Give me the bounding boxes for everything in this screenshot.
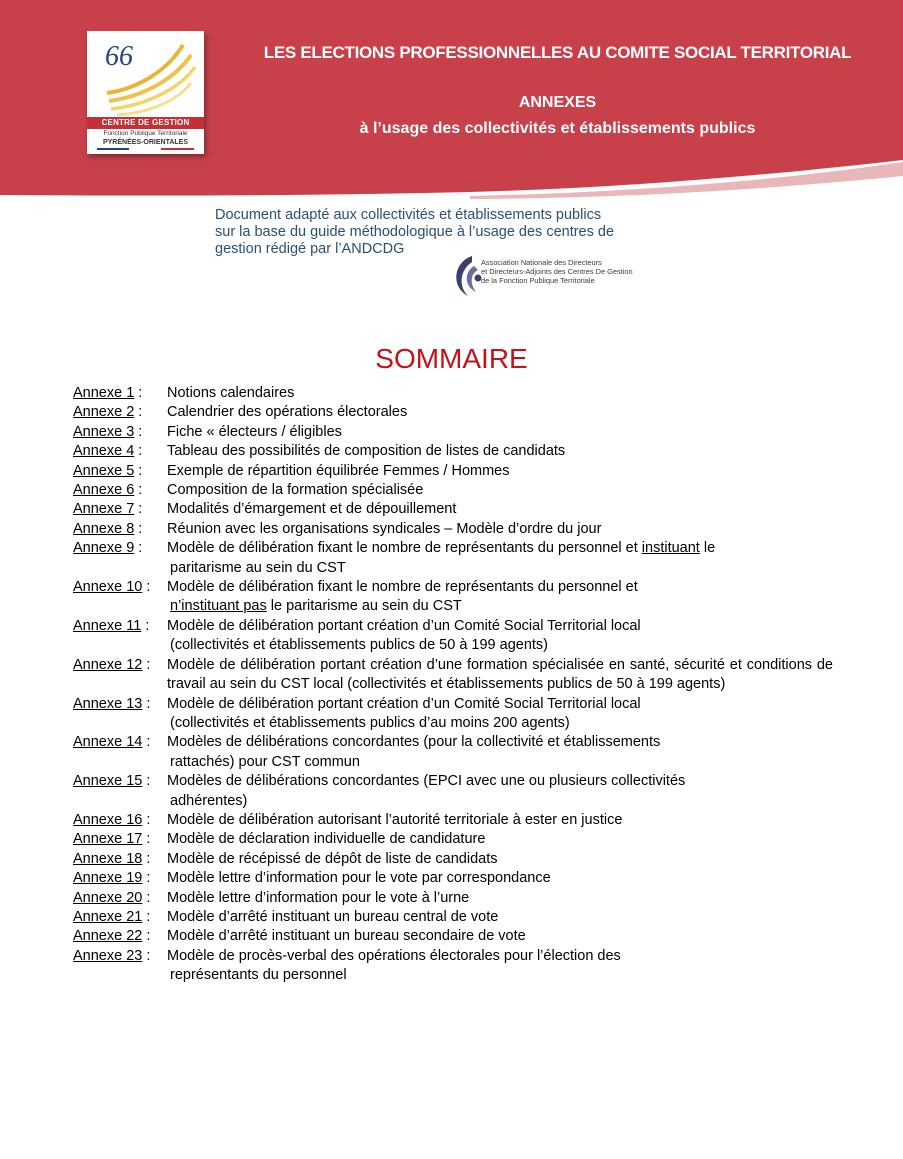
list-item <box>73 617 833 656</box>
label-separator: : <box>142 695 151 712</box>
annexe-link[interactable]: Annexe 13 <box>73 695 143 712</box>
list-item <box>73 695 833 734</box>
list-item <box>73 481 833 500</box>
annexe-link[interactable]: Annexe 23 <box>73 947 143 964</box>
annexe-description: Modèle de délibération portant création d’un Comité Social Territorial local <box>167 695 641 712</box>
annexe-description: Calendrier des opérations électorales <box>167 404 408 421</box>
annexe-description: Composition de la formation spécialisée <box>167 482 424 499</box>
annexe-description: Modalités d’émargement et de dépouillement <box>167 501 457 518</box>
list-item <box>73 811 833 830</box>
andcdg-line: Association Nationale des Directeurs <box>481 258 602 267</box>
label-separator: : <box>142 811 151 828</box>
intro-paragraph <box>215 207 614 258</box>
annexe-link[interactable]: Annexe 7 <box>73 501 135 518</box>
list-item <box>73 889 833 908</box>
list-item <box>73 772 833 811</box>
annexe-link[interactable]: Annexe 6 <box>73 482 135 499</box>
list-item <box>73 500 833 519</box>
annexe-description-continuation: rattachés) pour CST commun <box>170 753 360 770</box>
annexe-emphasis: instituant <box>641 540 700 557</box>
label-separator: : <box>142 928 151 945</box>
annexe-description-continuation <box>167 597 833 616</box>
list-item <box>73 539 833 578</box>
logo-fonction-publique: Fonction Publique Territoriale <box>103 130 188 137</box>
label-separator: : <box>142 850 151 867</box>
list-item <box>73 908 833 927</box>
annexe-description-continuation: (collectivités et établissements publics de 50 à 199 agents) <box>170 637 549 654</box>
annexe-description: Modèle de procès-verbal des opérations électorales pour l’élection des <box>167 947 621 964</box>
label-separator: : <box>142 579 151 596</box>
annexe-description: Fiche « électeurs / éligibles <box>167 423 342 440</box>
annexe-description: Modèle d’arrêté instituant un bureau central de vote <box>167 908 499 925</box>
list-item <box>73 520 833 539</box>
list-item <box>73 830 833 849</box>
label-separator: : <box>134 404 143 421</box>
annexe-link[interactable]: Annexe 18 <box>73 850 143 867</box>
sommaire-heading: SOMMAIRE <box>375 343 528 374</box>
annexe-emphasis: n’instituant pas <box>170 598 267 615</box>
label-separator: : <box>142 831 151 848</box>
intro-line: Document adapté aux collectivités et établissements publics <box>215 207 602 223</box>
annexe-link[interactable]: Annexe 21 <box>73 908 143 925</box>
label-separator: : <box>134 482 143 499</box>
intro-line: gestion rédigé par l’ANDCDG <box>215 241 405 257</box>
logo-centre-de-gestion: CENTRE DE GESTION <box>87 117 204 129</box>
annexe-description: Modèle de récépissé de dépôt de liste de candidats <box>167 850 498 867</box>
label-separator: : <box>142 734 151 751</box>
list-item <box>73 442 833 461</box>
annexe-link[interactable]: Annexe 8 <box>73 520 135 537</box>
list-item <box>73 403 833 422</box>
annexe-description: Modèle de délibération fixant le nombre de représentants du personnel et <box>167 579 638 596</box>
label-separator: : <box>134 385 143 401</box>
annexe-link[interactable]: Annexe 11 <box>73 617 142 634</box>
annexe-link[interactable]: Annexe 16 <box>73 811 143 828</box>
annexe-description-continuation: paritarisme au sein du CST <box>170 559 346 576</box>
list-item <box>73 656 833 695</box>
annexe-description-continuation: (collectivités et établissements publics d’au moins 200 agents) <box>170 714 570 731</box>
label-separator: : <box>134 462 143 479</box>
annexe-description-continuation: adhérentes) <box>170 792 248 809</box>
list-item <box>73 869 833 888</box>
annexe-description: Notions calendaires <box>167 385 295 401</box>
label-separator: : <box>134 423 143 440</box>
label-separator: : <box>134 443 143 460</box>
annexe-link[interactable]: Annexe 17 <box>73 831 143 848</box>
annexe-link[interactable]: Annexe 9 <box>73 540 135 557</box>
label-separator: : <box>141 617 150 634</box>
annexe-link[interactable]: Annexe 22 <box>73 928 143 945</box>
annexe-description: Modèle de délibération portant création d’un Comité Social Territorial local <box>167 617 641 634</box>
label-separator: : <box>142 908 151 925</box>
andcdg-line: et Directeurs-Adjoints des Centres De Gestion <box>481 267 633 276</box>
list-item <box>73 947 833 986</box>
header-band <box>0 0 903 200</box>
logo-tricolor-bar <box>97 148 194 150</box>
label-separator: : <box>142 870 151 887</box>
annexe-link[interactable]: Annexe 20 <box>73 889 143 906</box>
label-separator: : <box>142 947 151 964</box>
list-item <box>73 423 833 442</box>
annexe-description: Modèle de délibération portant création d’une formation spécialisée en santé, sécurité et conditions de travail au sein du CST local (collectivités et établissements publics de 50 à 199 agents) <box>167 656 833 693</box>
list-item <box>73 927 833 946</box>
annexe-description: Réunion avec les organisations syndicales – Modèle d’ordre du jour <box>167 520 602 537</box>
annexe-description: Tableau des possibilités de composition de listes de candidats <box>167 443 566 460</box>
annexe-description: Exemple de répartition équilibrée Femmes / Hommes <box>167 462 510 479</box>
annexe-link[interactable]: Annexe 5 <box>73 462 135 479</box>
label-separator: : <box>134 501 143 518</box>
cdg66-logo <box>87 31 204 154</box>
label-separator: : <box>134 520 143 537</box>
andcdg-logo-text <box>481 258 633 285</box>
annexe-link[interactable]: Annexe 19 <box>73 870 143 887</box>
label-separator: : <box>134 540 143 557</box>
sommaire-list <box>73 384 833 986</box>
annexe-description: Modèles de délibérations concordantes (EPCI avec une ou plusieurs collectivités <box>167 773 686 790</box>
annexe-description: Modèles de délibérations concordantes (pour la collectivité et établissements <box>167 734 661 751</box>
annexe-link[interactable]: Annexe 10 <box>73 579 143 596</box>
annexe-description: Modèle de déclaration individuelle de candidature <box>167 831 486 848</box>
annexe-link[interactable]: Annexe 4 <box>73 443 135 460</box>
annexe-link[interactable]: Annexe 1 <box>73 385 135 401</box>
annexe-link[interactable]: Annexe 3 <box>73 423 135 440</box>
annexe-description: Modèle lettre d’information pour le vote à l’urne <box>167 889 470 906</box>
document-subtitle-annexes: ANNEXES <box>518 94 597 111</box>
annexe-description: Modèle lettre d’information pour le vote par correspondance <box>167 870 551 887</box>
annexe-description: le paritarisme au sein du CST <box>266 598 462 615</box>
annexe-description-continuation: représentants du personnel <box>170 967 347 984</box>
logo-pyrenees-orientales: PYRÉNÉES-ORIENTALES <box>102 139 189 146</box>
logo-number: 66 <box>105 41 133 72</box>
annexe-link[interactable]: Annexe 15 <box>73 773 143 790</box>
annexe-description: Modèle de délibération fixant le nombre de représentants du personnel et <box>167 540 642 557</box>
cdg66-logo-mark <box>87 31 204 121</box>
annexe-link[interactable]: Annexe 14 <box>73 734 143 751</box>
label-separator: : <box>142 889 151 906</box>
list-item <box>73 384 833 403</box>
list-item <box>73 462 833 481</box>
label-separator: : <box>142 656 151 673</box>
label-separator: : <box>142 773 151 790</box>
annexe-description: le <box>699 540 716 557</box>
annexe-link[interactable]: Annexe 2 <box>73 404 135 421</box>
intro-line: sur la base du guide méthodologique à l’usage des centres de <box>215 224 615 240</box>
annexe-description: Modèle de délibération autorisant l’autorité territoriale à ester en justice <box>167 811 623 828</box>
annexe-description: Modèle d’arrêté instituant un bureau secondaire de vote <box>167 928 526 945</box>
list-item <box>73 578 833 617</box>
list-item <box>73 733 833 772</box>
document-subtitle-usage: à l’usage des collectivités et établissements publics <box>359 120 756 137</box>
document-title: LES ELECTIONS PROFESSIONNELLES AU COMITE SOCIAL TERRITORIAL <box>263 43 852 62</box>
list-item <box>73 850 833 869</box>
annexe-link[interactable]: Annexe 12 <box>73 656 143 673</box>
andcdg-line: de la Fonction Publique Territoriale <box>481 276 595 285</box>
